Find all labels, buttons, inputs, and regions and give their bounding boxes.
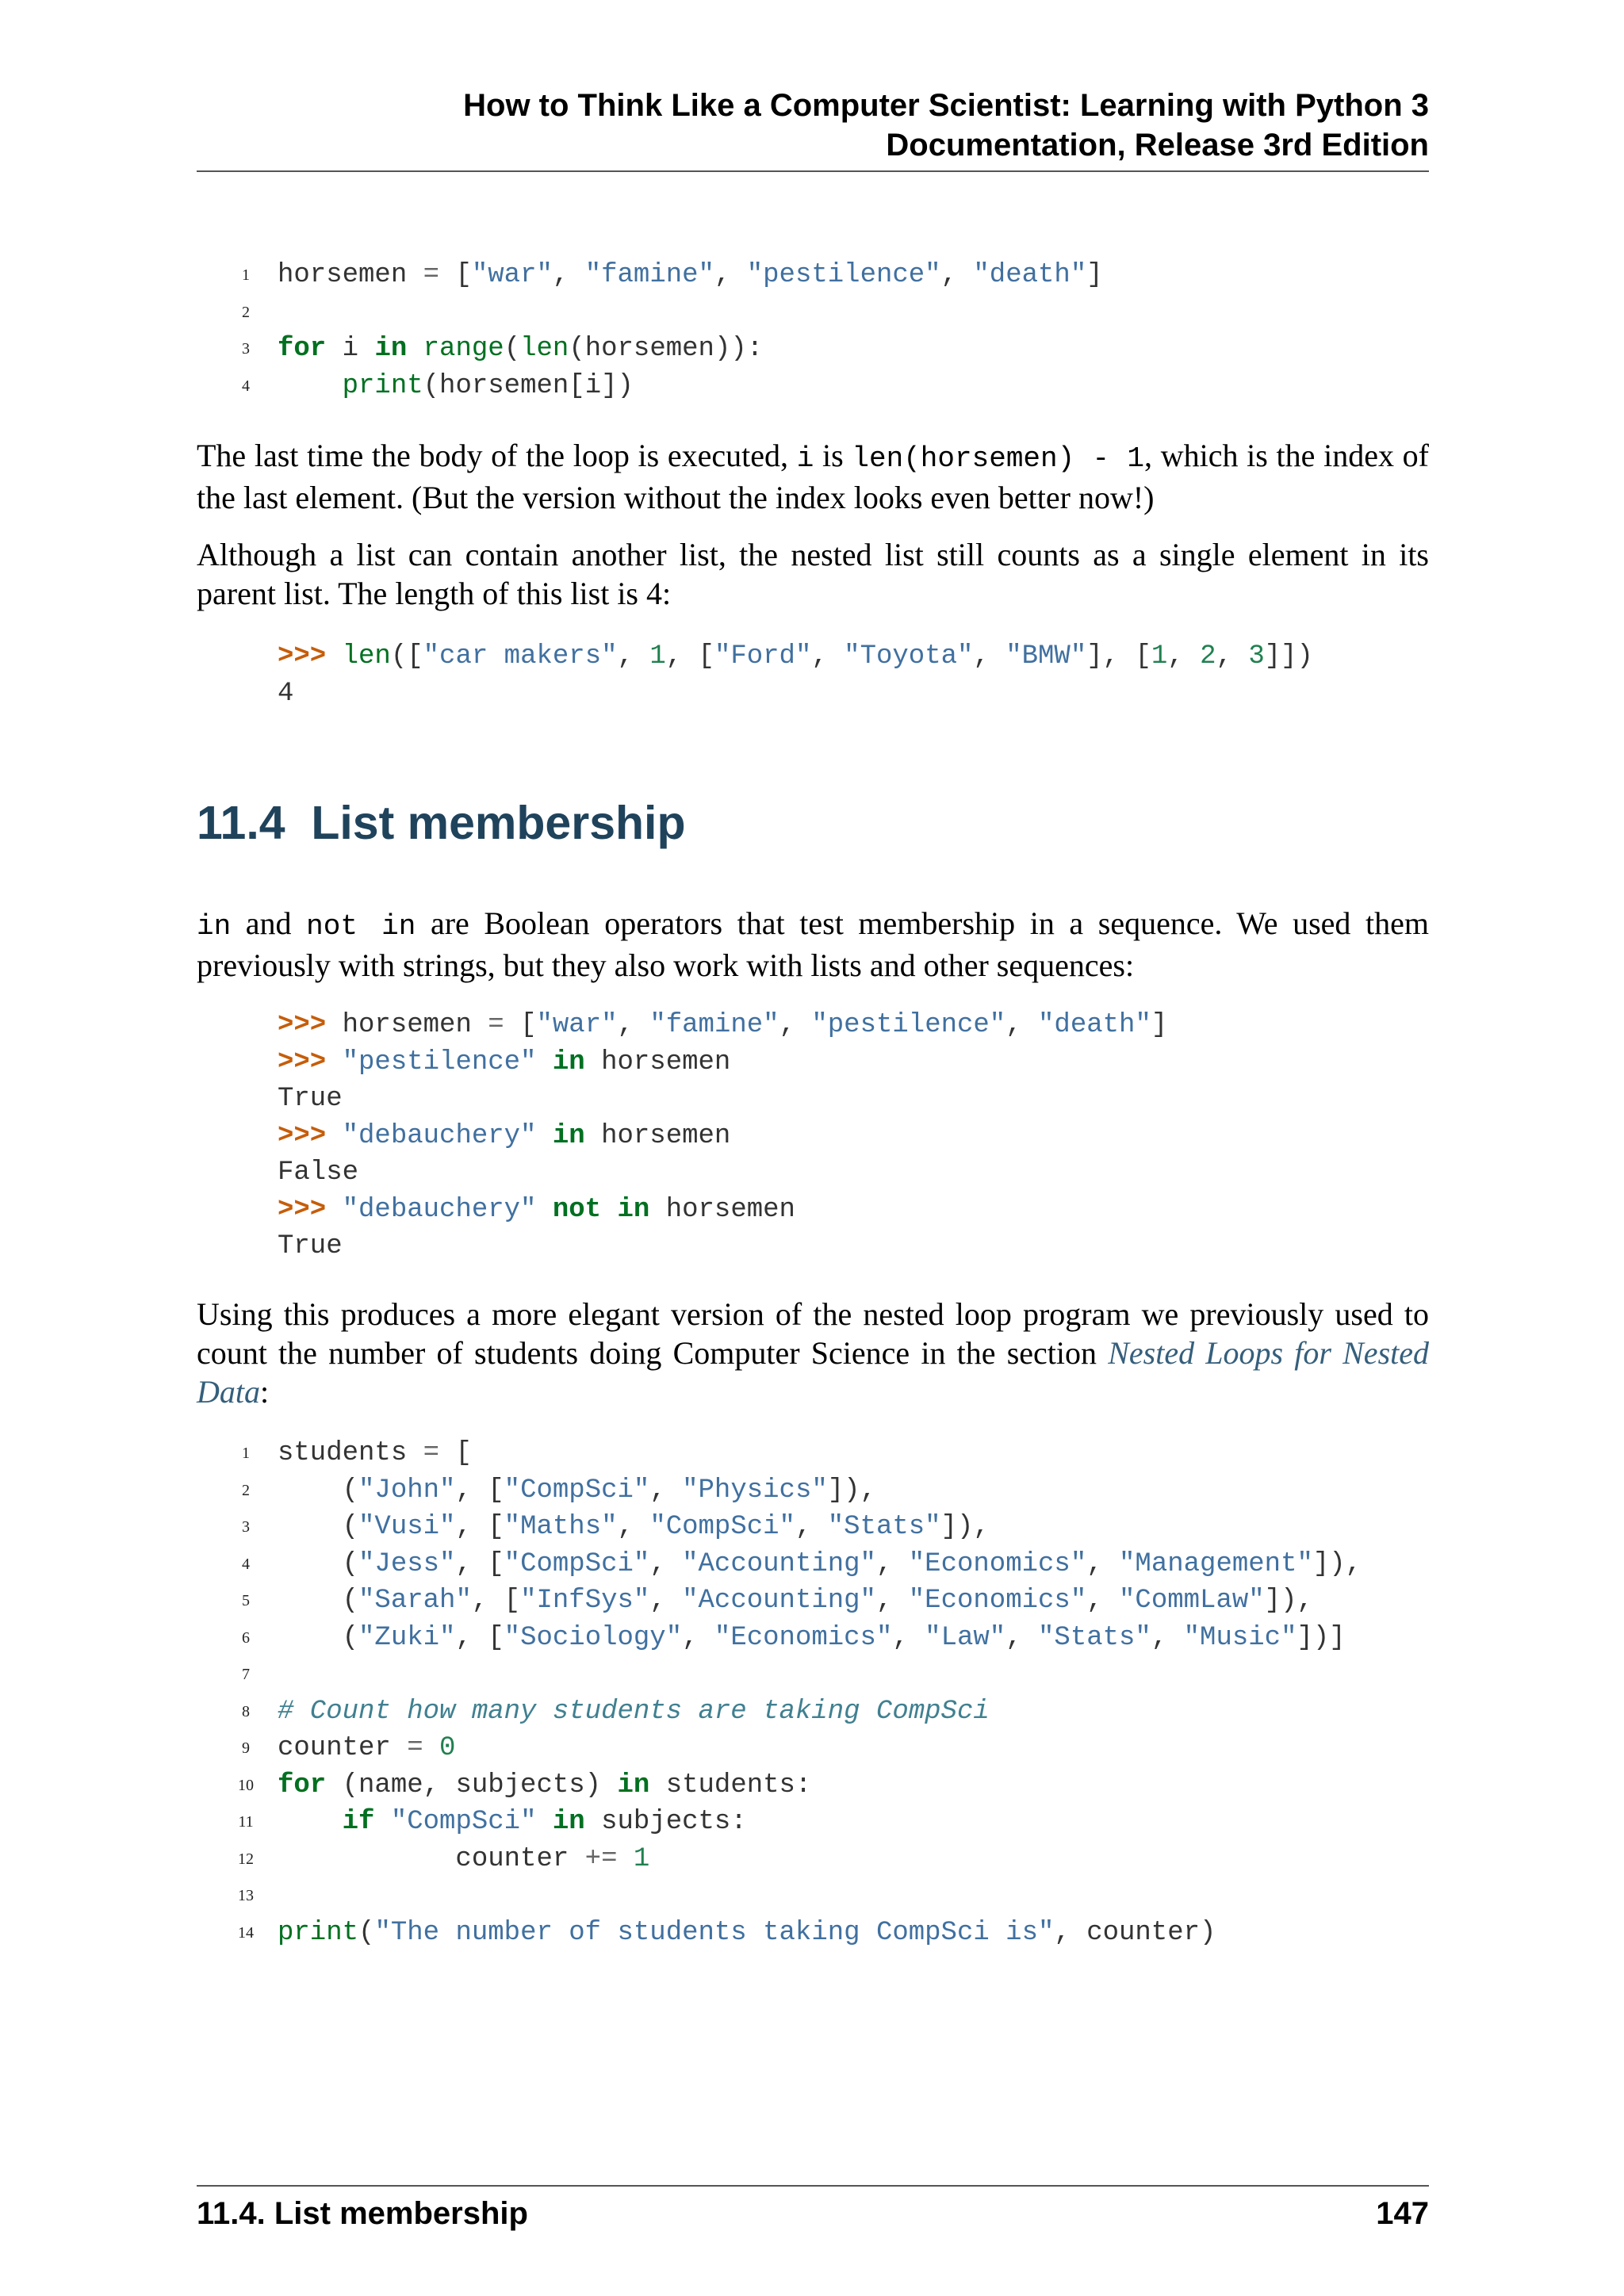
line-number: 10 [238,1776,254,1794]
header-book-title: How to Think Like a Computer Scientist: Learning with Python 3 [463,88,1429,123]
line-number: 9 [242,1739,250,1757]
line-number: 8 [242,1702,250,1720]
paragraph-last-iteration: The last time the body of the loop is executed, i is len(horsemen) - 1, which is the index of the last element. (But the version without the index looks even better now!) [197,438,1429,515]
code-line: 2 ("John", ["CompSci", "Physics"]), [278,1472,1362,1510]
code-line: 11 if "CompSci" in subjects: [278,1804,1362,1841]
paragraph-elegant-version: Using this produces a more elegant version of the nested loop program we previously used to count the number of students doing Computer Science in the section Nested Loops for Nested Data: [197,1296,1429,1410]
code-line: >>> "debauchery" in horsemen [278,1120,731,1151]
code-line [242,1656,1362,1693]
code-output: True [278,1231,343,1261]
code-line: 5 ("Sarah", ["InfSys", "Accounting", "Economics", "CommLaw"]), [278,1582,1362,1620]
code-line [242,294,1103,331]
line-number: 2 [242,303,250,321]
running-footer [197,2191,1429,2236]
section-title-text: List membership [311,797,686,849]
code-line: >>> "pestilence" in horsemen [278,1047,731,1077]
footer-rule [197,2185,1429,2187]
code-line: 14 print("The number of students taking CompSci is", counter) [278,1915,1362,1952]
line-number: 3 [242,1518,250,1536]
line-number: 13 [238,1887,254,1904]
code-line: >>> "debauchery" not in horsemen [278,1194,795,1225]
code-output: 4 [278,678,294,709]
code-output: True [278,1084,343,1114]
code-block-students-program [238,1435,1362,1951]
nested-loops-link[interactable]: Nested Loops for Nested Data [197,1335,1429,1410]
line-number: 5 [242,1592,250,1609]
line-number: 1 [242,1445,250,1462]
line-number: 6 [242,1628,250,1647]
line-number: 11 [238,1813,254,1831]
code-line: 12 counter += 1 [278,1841,1362,1878]
header-rule [197,170,1429,172]
code-line: 1 horsemen = ["war", "famine", "pestilence", "death"] [278,257,1103,294]
section-number: 11.4 [197,797,285,849]
code-line [242,1693,1362,1731]
line-number: 4 [242,377,250,395]
code-line: 9 counter = 0 [278,1730,1362,1767]
code-line: 1 students = [ [278,1435,1362,1472]
paragraph-nested-list: Although a list can contain another list, the nested list still counts as a single element in its parent list. The length of this list is 4: [197,537,1429,611]
line-number: 7 [242,1666,250,1683]
code-line [238,1877,1362,1915]
code-line: >>> horsemen = ["war", "famine", "pestilence", "death"] [278,1010,1168,1040]
code-line: >>> len(["car makers", 1, ["Ford", "Toyota", "BMW"], [1, 2, 3]]) [278,641,1313,672]
line-number: 2 [242,1481,250,1499]
code-comment: # Count how many students are taking CompSci [278,1696,990,1727]
line-number: 14 [238,1923,254,1942]
code-output: False [278,1158,359,1188]
code-block-membership-repl [278,1007,1167,1265]
code-line: 3 for i in range(len(horsemen)): [278,331,1103,368]
running-header [197,86,1429,165]
code-line: 4 ("Jess", ["CompSci", "Accounting", "Economics", "Management"]), [278,1546,1362,1583]
code-line: 4 print(horsemen[i]) [278,368,1103,405]
paragraph-membership-operators: in and not in are Boolean operators that test membership in a sequence. We used them previously with strings, but they also work with lists and other sequences: [197,905,1429,983]
header-edition: Documentation, Release 3rd Edition [886,128,1429,163]
page-number: 147 [1376,2196,1429,2231]
line-number: 1 [242,266,250,284]
section-heading [197,791,686,855]
code-line: 6 ("Zuki", ["Sociology", "Economics", "Law", "Stats", "Music"])] [278,1620,1362,1657]
code-line: 3 ("Vusi", ["Maths", "CompSci", "Stats"]), [278,1509,1362,1546]
code-block-horsemen-loop [242,257,1103,404]
code-block-len-example [278,638,1313,712]
line-number: 12 [238,1850,254,1868]
line-number: 4 [242,1555,250,1573]
line-number: 3 [242,340,250,358]
code-line: 10 for (name, subjects) in students: [278,1767,1362,1804]
footer-section: 11.4. List membership [197,2196,528,2231]
